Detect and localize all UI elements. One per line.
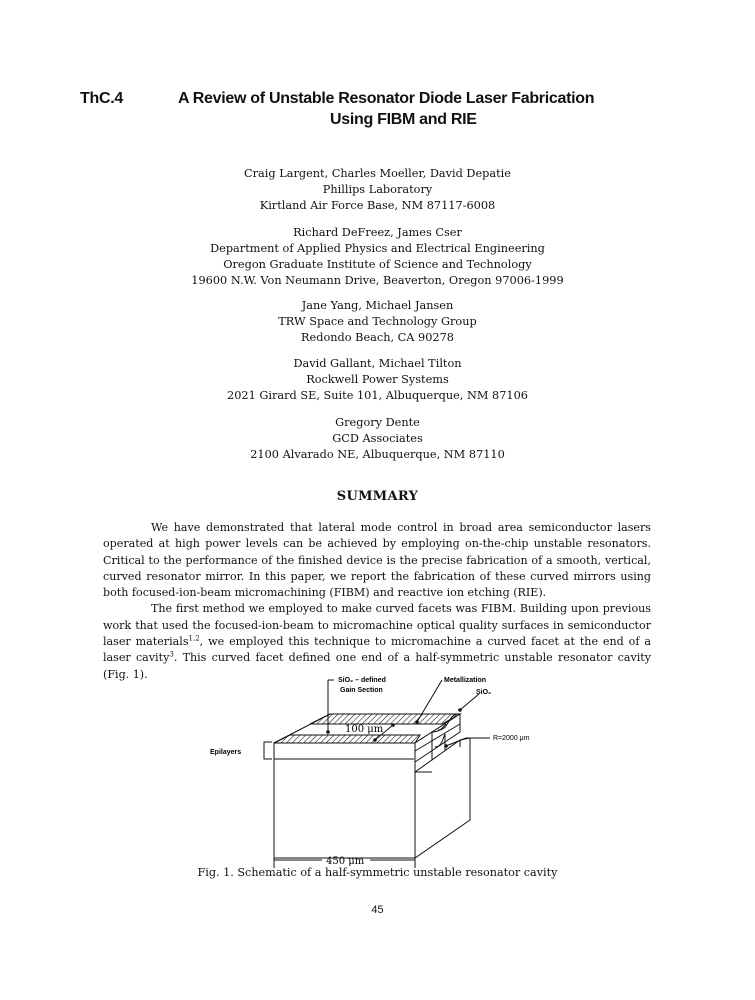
figure-1-schematic [210, 672, 550, 872]
affiliation-block-3 [0, 298, 755, 346]
citation-ref: 3 [169, 650, 174, 659]
affiliation-block-2 [0, 225, 755, 289]
text-span: . This curved facet defined one end of a half-symmetric unstable resonator cavity (Fig. 1). [103, 651, 651, 681]
page-number: 45 [371, 904, 384, 916]
session-code: ThC.4 [80, 90, 123, 107]
label-gain-section-2: Gain Section [340, 687, 383, 694]
label-100um: 100 μm [345, 724, 384, 735]
department: Department of Applied Physics and Electrical Engineering [210, 242, 545, 255]
label-gain-section: SiO₂ – defined [338, 677, 386, 684]
address: 2021 Girard SE, Suite 101, Albuquerque, NM 87106 [227, 389, 528, 402]
figure-caption: Fig. 1. Schematic of a half-symmetric unstable resonator cavity [197, 866, 558, 879]
address: 19600 N.W. Von Neumann Drive, Beaverton, Oregon 97006-1999 [191, 274, 564, 287]
paragraph-1: We have demonstrated that lateral mode control in broad area semiconductor lasers operated at high power levels can be achieved by employing on-the-chip unstable resonators. Critical to the performance of the finished device is the precise fabrication of a smooth, vertical, curved resonator mirror. In this paper, we report the fabrication of these curved mirrors using both focused-ion-beam micromachining (FIBM) and reactive ion etching (RIE). [103, 521, 651, 600]
address: Kirtland Air Force Base, NM 87117-6008 [259, 199, 496, 212]
organization: TRW Space and Technology Group [278, 315, 477, 328]
paper-title-line-1: A Review of Unstable Resonator Diode Laser Fabrication [178, 90, 595, 107]
paragraph-2 [103, 601, 651, 682]
label-radius: R=2000 μm [493, 735, 530, 742]
affiliation-block-5 [0, 415, 755, 463]
summary-body [103, 520, 651, 683]
section-heading-summary: SUMMARY [336, 489, 419, 504]
label-450um: 450 μm [326, 856, 365, 867]
author-names: Richard DeFreez, James Cser [293, 226, 462, 239]
label-metallization: Metallization [444, 677, 487, 684]
text-span: , we employed this technique to micromachine a curved facet at the end of a laser cavity [103, 635, 651, 665]
label-sio2: SiO₂ [476, 689, 492, 696]
organization: Phillips Laboratory [322, 183, 433, 196]
affiliation-block-4 [0, 356, 755, 404]
organization: Oregon Graduate Institute of Science and Technology [223, 258, 532, 271]
address: 2100 Alvarado NE, Albuquerque, NM 87110 [250, 448, 505, 461]
affiliation-block-1 [0, 166, 755, 214]
organization: Rockwell Power Systems [306, 373, 449, 386]
text-span: The first method we employed to make curved facets was FIBM. Building upon previous work that used the focused-ion-beam to micromachine optical quality surfaces in semiconductor laser materials [103, 602, 651, 649]
address: Redondo Beach, CA 90278 [301, 331, 454, 344]
label-epilayers: Epilayers [210, 749, 242, 756]
author-names: Jane Yang, Michael Jansen [301, 299, 454, 312]
author-names: Gregory Dente [335, 416, 420, 429]
author-names: Craig Largent, Charles Moeller, David Depatie [244, 167, 511, 180]
paper-title-line-2: Using FIBM and RIE [330, 111, 477, 128]
resonator-schematic-drawing [210, 672, 550, 872]
citation-ref: 1,2 [188, 634, 200, 643]
author-names: David Gallant, Michael Tilton [293, 357, 462, 370]
organization: GCD Associates [332, 432, 423, 445]
